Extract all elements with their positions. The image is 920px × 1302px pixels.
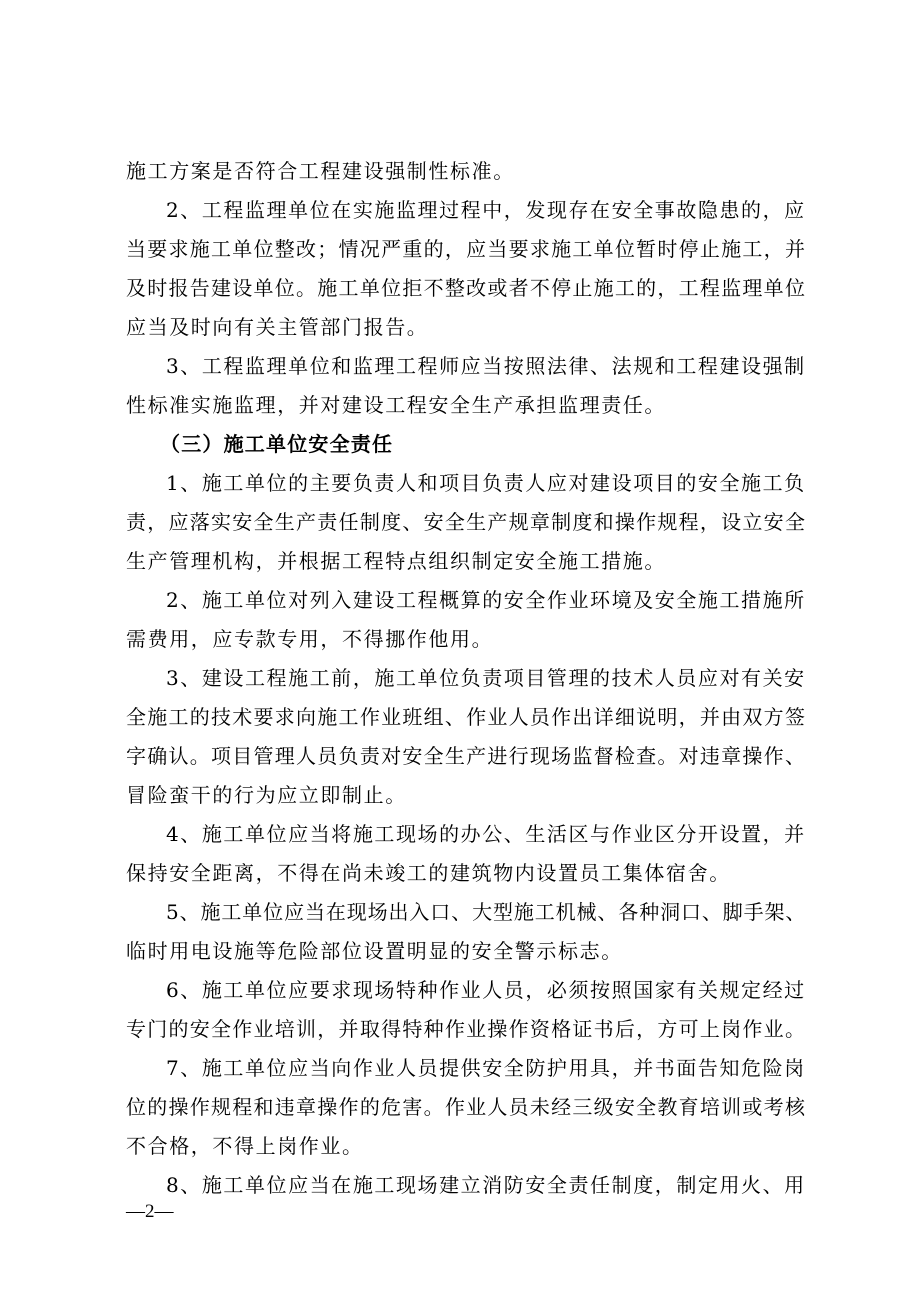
- text-line: 2、施工单位对列入建设工程概算的安全作业环境及安全施工措施所: [166, 588, 806, 612]
- text-line: 5、施工单位应当在现场出入口、大型施工机械、各种洞口、脚手架、: [166, 900, 807, 924]
- text-line: 3、建设工程施工前，施工单位负责项目管理的技术人员应对有关安: [166, 666, 806, 690]
- text-line: 2、工程监理单位在实施监理过程中，发现存在安全事故隐患的，应: [166, 198, 806, 222]
- text-line: 8、施工单位应当在施工现场建立消防安全责任制度，制定用火、用: [166, 1173, 806, 1197]
- text-line: 专门的安全作业培训，并取得特种作业操作资格证书后，方可上岗作业。: [126, 1017, 807, 1041]
- section-heading: （三）施工单位安全责任: [160, 432, 394, 456]
- page-number: —2—: [126, 1201, 174, 1222]
- text-line: 应当及时向有关主管部门报告。: [126, 315, 429, 339]
- text-line: 7、施工单位应当向作业人员提供安全防护用具，并书面告知危险岗: [166, 1056, 806, 1080]
- text-line: 施工方案是否符合工程建设强制性标准。: [126, 159, 515, 183]
- text-line: 需费用，应专款专用，不得挪作他用。: [126, 627, 494, 651]
- text-line: 责，应落实安全生产责任制度、安全生产规章制度和操作规程，设立安全: [126, 510, 807, 534]
- text-line: 冒险蛮干的行为应立即制止。: [126, 783, 407, 807]
- text-line: 1、施工单位的主要负责人和项目负责人应对建设项目的安全施工负: [166, 471, 806, 495]
- text-line: 及时报告建设单位。施工单位拒不整改或者不停止施工的，工程监理单位: [126, 276, 807, 300]
- text-line: 6、施工单位应要求现场特种作业人员，必须按照国家有关规定经过: [166, 978, 806, 1002]
- text-line: 性标准实施监理，并对建设工程安全生产承担监理责任。: [126, 393, 666, 417]
- text-line: 临时用电设施等危险部位设置明显的安全警示标志。: [126, 939, 623, 963]
- text-line: 全施工的技术要求向施工作业班组、作业人员作出详细说明，并由双方签: [126, 705, 807, 729]
- text-line: 保持安全距离，不得在尚未竣工的建筑物内设置员工集体宿舍。: [126, 861, 731, 885]
- text-line: 字确认。项目管理人员负责对安全生产进行现场监督检查。对违章操作、: [126, 744, 807, 768]
- text-line: 不合格，不得上岗作业。: [126, 1134, 364, 1158]
- text-line: 当要求施工单位整改；情况严重的，应当要求施工单位暂时停止施工，并: [126, 237, 807, 261]
- text-line: 生产管理机构，并根据工程特点组织制定安全施工措施。: [126, 549, 666, 573]
- text-line: 位的操作规程和违章操作的危害。作业人员未经三级安全教育培训或考核: [126, 1095, 807, 1119]
- text-line: 3、工程监理单位和监理工程师应当按照法律、法规和工程建设强制: [166, 354, 806, 378]
- text-line: 4、施工单位应当将施工现场的办公、生活区与作业区分开设置，并: [166, 822, 806, 846]
